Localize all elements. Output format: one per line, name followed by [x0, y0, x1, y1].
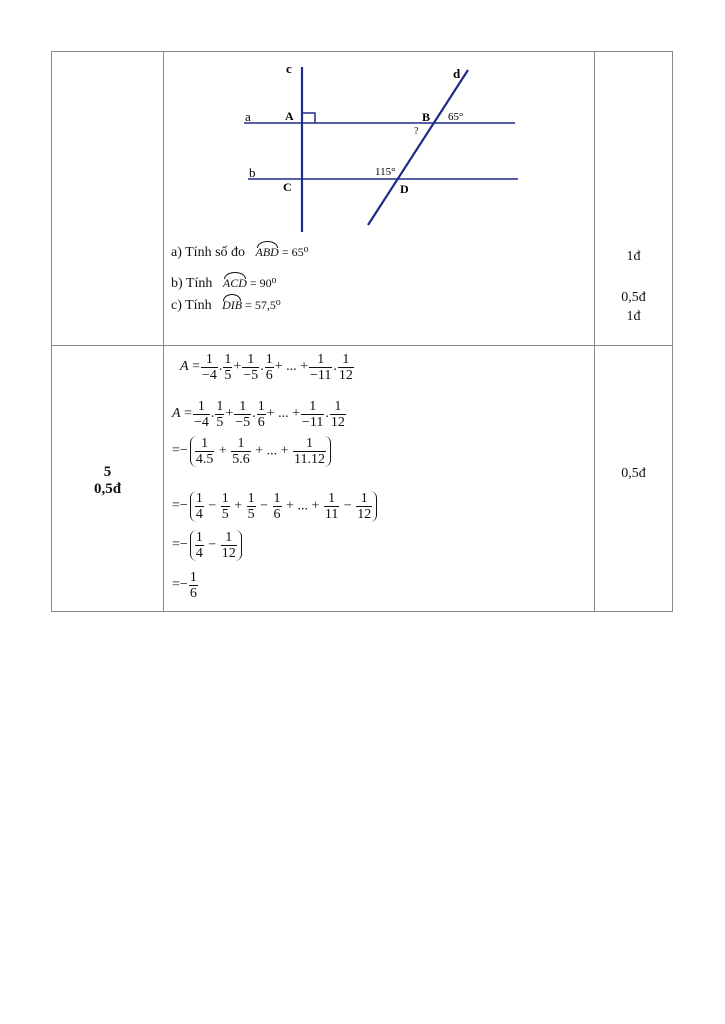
label-c: c: [286, 61, 292, 76]
label-C: C: [283, 180, 292, 194]
math-line-1: A = $\frac{1}{-4}$ . 1 5 + $\frac{1}{-5}$ . 1 6 + ... + $\frac{1}{-11}$ . 1 12: [180, 351, 353, 383]
geometry-diagram: [164, 52, 594, 232]
part-c-text: c) Tính DIB = 57,5⁰: [171, 298, 281, 313]
label-D: D: [400, 182, 409, 196]
unknown-angle-mark: ?: [414, 126, 419, 137]
math-line-2: A = $\frac{1}{-4}$ . 1 5 + $\frac{1}{-5}$ . 1 6 + ... + $\frac{1}{-11}$ . 1 12: [172, 398, 345, 430]
part-b-text: b) Tính ACD = 90⁰: [171, 276, 277, 291]
label-b: b: [249, 165, 256, 180]
angle-dib: DIB: [222, 298, 243, 312]
math-line-4: = − $\frac{1}{4}$ − $\frac{1}{5}$ + $\frac{1}{5}$ − $\frac{1}{6}$ + ... + $\frac{1}{11}$ − $\frac{1}{12}$: [172, 489, 379, 523]
math-line-6: = − $\frac{1}{6}$: [172, 569, 197, 601]
row2-col3: [594, 345, 673, 612]
label-B: B: [422, 110, 431, 124]
row1-col3: [594, 51, 673, 346]
row2-col2: [163, 345, 595, 612]
label-a: a: [245, 109, 251, 124]
math-line-5: = − $\frac{1}{4}$ − $\frac{1}{12}$: [172, 528, 244, 562]
row1-col1: [51, 51, 164, 346]
row1-col2: [163, 51, 595, 346]
right-angle-mark: [302, 113, 315, 123]
part-a-text: a) Tính số đo ABD = 65⁰: [171, 245, 309, 260]
row2-score: 0,5đ: [621, 466, 646, 481]
answer-table: [51, 51, 673, 612]
line-d: [368, 70, 468, 225]
angle-d-label: 115°: [375, 166, 396, 178]
label-d: d: [453, 66, 461, 81]
row2-col1: [51, 345, 164, 612]
score-c: 1đ: [626, 309, 641, 324]
angle-acd: ACD: [222, 276, 247, 290]
score-a: 1đ: [626, 249, 641, 264]
angle-b-label: 65°: [448, 111, 464, 123]
score-b: 0,5đ: [621, 290, 646, 305]
label-A: A: [285, 109, 294, 123]
angle-abd: ABD: [255, 245, 279, 259]
question-points: 0,5đ: [93, 481, 122, 497]
math-line-3: = − $\frac{1}{4.5}$ + $\frac{1}{5.6}$ + ... + $\frac{1}{11.12}$: [172, 434, 333, 468]
question-number: 5: [103, 464, 112, 480]
